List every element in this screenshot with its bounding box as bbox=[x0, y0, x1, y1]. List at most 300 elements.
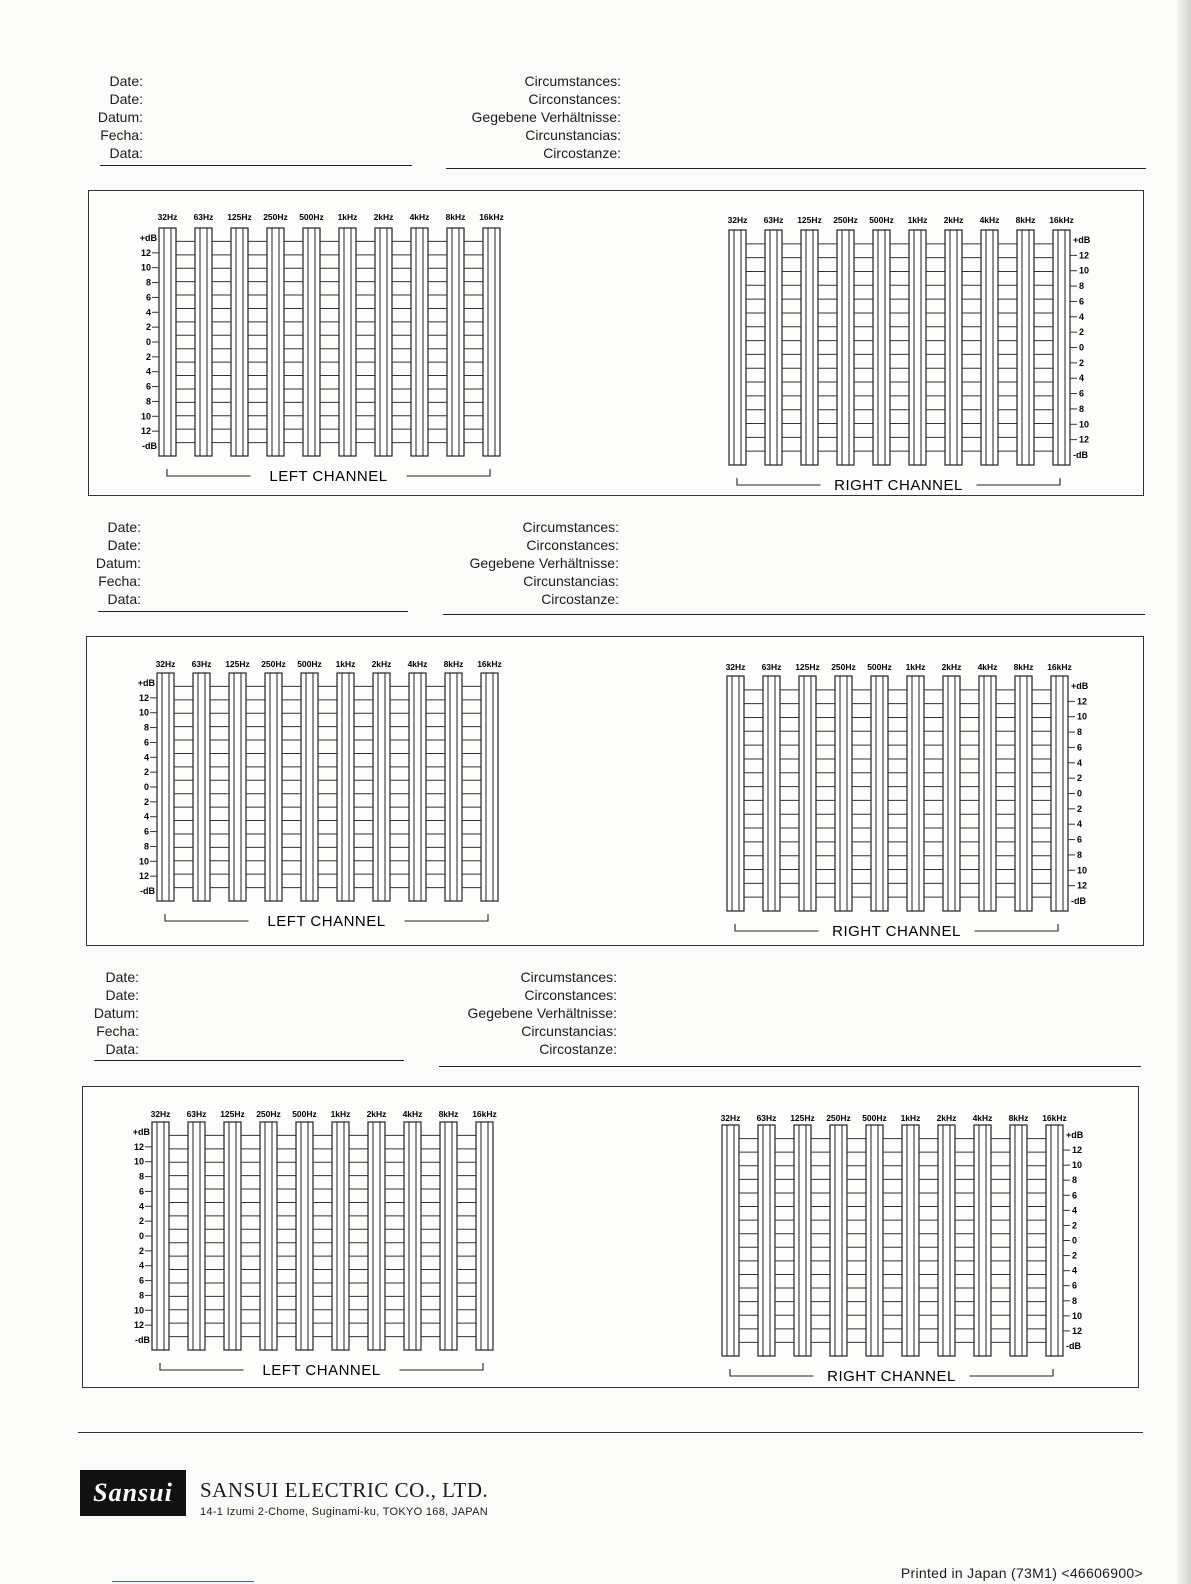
slider-16kHz[interactable] bbox=[476, 1122, 493, 1350]
slider-track bbox=[267, 228, 284, 456]
left-channel-chart bbox=[138, 659, 502, 930]
frequency-label: 125Hz bbox=[797, 215, 822, 225]
scale-label: 6 bbox=[143, 826, 149, 837]
left-channel-label: LEFT CHANNEL bbox=[269, 468, 388, 485]
frequency-label: 1kHz bbox=[330, 1109, 351, 1119]
slider-63Hz[interactable] bbox=[758, 1125, 775, 1356]
frequency-label: 8kHz bbox=[445, 212, 466, 222]
slider-16kHz[interactable] bbox=[483, 228, 500, 456]
slider-250Hz[interactable] bbox=[265, 673, 282, 901]
slider-8kHz[interactable] bbox=[447, 228, 464, 456]
frequency-label: 4kHz bbox=[409, 212, 430, 222]
slider-1kHz[interactable] bbox=[909, 230, 926, 465]
scale-label: 12 bbox=[1072, 1325, 1083, 1336]
frequency-label: 500Hz bbox=[299, 212, 324, 222]
slider-125Hz[interactable] bbox=[224, 1122, 241, 1350]
slider-track bbox=[979, 676, 996, 911]
slider-track bbox=[445, 673, 462, 901]
slider-track bbox=[873, 230, 890, 465]
slider-track bbox=[801, 230, 818, 465]
scale-label: 2 bbox=[1072, 1220, 1078, 1231]
slider-125Hz[interactable] bbox=[231, 228, 248, 456]
right-channel-label: RIGHT CHANNEL bbox=[827, 1368, 956, 1385]
footer-rule bbox=[78, 1432, 1143, 1433]
date-label: Date: bbox=[107, 537, 141, 553]
left-channel-label: LEFT CHANNEL bbox=[267, 913, 386, 930]
circumstances-label: Circunstancias: bbox=[521, 1023, 617, 1039]
frequency-label: 8kHz bbox=[1015, 215, 1036, 225]
slider-16kHz[interactable] bbox=[1046, 1125, 1063, 1356]
scale-label: 0 bbox=[1079, 342, 1085, 353]
scale-label: 4 bbox=[145, 307, 151, 318]
scale-label: 2 bbox=[145, 322, 151, 333]
slider-4kHz[interactable] bbox=[981, 230, 998, 465]
date-label: Date: bbox=[109, 91, 143, 107]
scale-label: 2 bbox=[138, 1216, 144, 1227]
slider-track bbox=[231, 228, 248, 456]
channel-bracket-right bbox=[407, 469, 491, 476]
frequency-label: 125Hz bbox=[790, 1113, 815, 1123]
channel-bracket-left bbox=[735, 924, 819, 931]
frequency-label: 2kHz bbox=[936, 1113, 957, 1123]
scale-label: -dB bbox=[1071, 896, 1086, 906]
scale-label: 4 bbox=[1079, 373, 1085, 384]
frequency-label: 63Hz bbox=[756, 1113, 777, 1123]
scale-label: 0 bbox=[138, 1231, 144, 1241]
channel-bracket-left bbox=[167, 469, 251, 476]
scale-label: 12 bbox=[133, 1141, 144, 1152]
slider-250Hz[interactable] bbox=[835, 676, 852, 911]
slider-track bbox=[337, 673, 354, 901]
date-label: Date: bbox=[105, 987, 139, 1003]
frequency-label: 250Hz bbox=[256, 1109, 281, 1119]
slider-track bbox=[224, 1122, 241, 1350]
slider-32Hz[interactable] bbox=[729, 230, 746, 465]
slider-4kHz[interactable] bbox=[404, 1122, 421, 1350]
date-label: Data: bbox=[105, 1041, 139, 1057]
frequency-label: 63Hz bbox=[763, 215, 784, 225]
frequency-label: 32Hz bbox=[727, 215, 748, 225]
circumstances-label: Circunstancias: bbox=[523, 573, 619, 589]
frequency-label: 32Hz bbox=[725, 662, 746, 672]
slider-2kHz[interactable] bbox=[945, 230, 962, 465]
scale-label: 12 bbox=[1072, 1145, 1083, 1156]
scale-label: 4 bbox=[1077, 819, 1083, 830]
slider-500Hz[interactable] bbox=[871, 676, 888, 911]
slider-track bbox=[265, 673, 282, 901]
scale-label: 12 bbox=[140, 426, 151, 437]
slider-1kHz[interactable] bbox=[339, 228, 356, 456]
scale-label: 2 bbox=[1077, 803, 1083, 814]
slider-track bbox=[303, 228, 320, 456]
scale-label: +dB bbox=[139, 233, 157, 243]
slider-track bbox=[301, 673, 318, 901]
slider-track bbox=[373, 673, 390, 901]
circumstances-label: Circunstancias: bbox=[525, 127, 621, 143]
slider-track bbox=[404, 1122, 421, 1350]
slider-track bbox=[830, 1125, 847, 1356]
slider-2kHz[interactable] bbox=[938, 1125, 955, 1356]
scale-label: 6 bbox=[145, 292, 151, 303]
frequency-label: 1kHz bbox=[337, 212, 358, 222]
frequency-label: 8kHz bbox=[443, 659, 464, 669]
scale-label: 10 bbox=[1072, 1310, 1083, 1321]
slider-32Hz[interactable] bbox=[157, 673, 174, 901]
date-label: Fecha: bbox=[100, 127, 143, 143]
scale-label: +dB bbox=[1071, 681, 1089, 691]
frequency-label: 250Hz bbox=[263, 212, 288, 222]
slider-track bbox=[476, 1122, 493, 1350]
slider-track bbox=[157, 673, 174, 901]
scale-label: +dB bbox=[137, 678, 155, 688]
slider-1kHz[interactable] bbox=[907, 676, 924, 911]
channel-bracket-left bbox=[730, 1369, 814, 1376]
scale-label: 6 bbox=[1077, 742, 1083, 753]
slider-63Hz[interactable] bbox=[765, 230, 782, 465]
slider-4kHz[interactable] bbox=[409, 673, 426, 901]
scale-label: 8 bbox=[145, 396, 151, 407]
slider-1kHz[interactable] bbox=[337, 673, 354, 901]
slider-track bbox=[1017, 230, 1034, 465]
scale-label: 8 bbox=[138, 1171, 144, 1182]
scale-label: -dB bbox=[140, 886, 155, 896]
slider-track bbox=[159, 228, 176, 456]
slider-250Hz[interactable] bbox=[837, 230, 854, 465]
scale-label: 6 bbox=[1079, 388, 1085, 399]
scale-label: 8 bbox=[1079, 281, 1085, 292]
frequency-label: 16kHz bbox=[477, 659, 502, 669]
scale-label: 10 bbox=[133, 1305, 144, 1316]
frequency-label: 1kHz bbox=[905, 662, 926, 672]
date-label: Date: bbox=[105, 969, 139, 985]
scale-label: 4 bbox=[1072, 1265, 1078, 1276]
scale-label: 12 bbox=[133, 1320, 144, 1331]
scale-label: 2 bbox=[138, 1245, 144, 1256]
frequency-label: 2kHz bbox=[943, 215, 964, 225]
slider-track bbox=[981, 230, 998, 465]
scale-label: 8 bbox=[1079, 403, 1085, 414]
slider-track bbox=[938, 1125, 955, 1356]
frequency-label: 32Hz bbox=[150, 1109, 171, 1119]
slider-track bbox=[974, 1125, 991, 1356]
scale-label: 10 bbox=[1077, 865, 1088, 876]
channel-bracket-left bbox=[737, 478, 821, 485]
frequency-label: 500Hz bbox=[297, 659, 322, 669]
slider-16kHz[interactable] bbox=[1051, 676, 1068, 911]
slider-track bbox=[1051, 676, 1068, 911]
scale-label: 0 bbox=[1077, 788, 1083, 799]
frequency-label: 1kHz bbox=[907, 215, 928, 225]
slider-track bbox=[440, 1122, 457, 1350]
frequency-label: 63Hz bbox=[186, 1109, 207, 1119]
company-name: SANSUI ELECTRIC CO., LTD. bbox=[200, 1478, 489, 1502]
frequency-label: 2kHz bbox=[366, 1109, 387, 1119]
slider-250Hz[interactable] bbox=[267, 228, 284, 456]
date-label: Fecha: bbox=[96, 1023, 139, 1039]
slider-track bbox=[483, 228, 500, 456]
right-channel-chart bbox=[728, 215, 1091, 494]
scale-label: 2 bbox=[1079, 327, 1085, 338]
slider-track bbox=[727, 676, 744, 911]
slider-63Hz[interactable] bbox=[195, 228, 212, 456]
slider-track bbox=[260, 1122, 277, 1350]
slider-500Hz[interactable] bbox=[296, 1122, 313, 1350]
frequency-label: 8kHz bbox=[438, 1109, 459, 1119]
left-channel-chart bbox=[133, 1109, 497, 1379]
frequency-label: 63Hz bbox=[761, 662, 782, 672]
slider-2kHz[interactable] bbox=[943, 676, 960, 911]
scale-label: 2 bbox=[143, 796, 149, 807]
slider-track bbox=[1015, 676, 1032, 911]
frequency-label: 2kHz bbox=[941, 662, 962, 672]
slider-8kHz[interactable] bbox=[1010, 1125, 1027, 1356]
scale-label: 10 bbox=[133, 1156, 144, 1167]
scale-label: 10 bbox=[1079, 265, 1090, 276]
slider-track bbox=[375, 228, 392, 456]
frequency-label: 500Hz bbox=[867, 662, 892, 672]
frequency-label: 1kHz bbox=[335, 659, 356, 669]
slider-4kHz[interactable] bbox=[974, 1125, 991, 1356]
slider-125Hz[interactable] bbox=[801, 230, 818, 465]
scale-label: 10 bbox=[138, 707, 149, 718]
scale-label: 10 bbox=[1079, 419, 1090, 430]
slider-track bbox=[943, 676, 960, 911]
slider-track bbox=[195, 228, 212, 456]
frequency-label: 16kHz bbox=[479, 212, 504, 222]
scale-label: -dB bbox=[1066, 1341, 1081, 1351]
circumstances-label: Circumstances: bbox=[524, 73, 621, 89]
scale-label: 10 bbox=[1077, 711, 1088, 722]
scale-label: 2 bbox=[143, 767, 149, 778]
scale-label: 10 bbox=[140, 262, 151, 273]
slider-500Hz[interactable] bbox=[873, 230, 890, 465]
date-label: Datum: bbox=[95, 555, 141, 571]
slider-track bbox=[193, 673, 210, 901]
slider-track bbox=[909, 230, 926, 465]
slider-track bbox=[729, 230, 746, 465]
scale-label: 4 bbox=[1079, 311, 1085, 322]
scale-label: 2 bbox=[1077, 773, 1083, 784]
slider-track bbox=[866, 1125, 883, 1356]
slider-63Hz[interactable] bbox=[193, 673, 210, 901]
frequency-label: 32Hz bbox=[720, 1113, 741, 1123]
scale-label: 12 bbox=[138, 692, 149, 703]
scale-label: +dB bbox=[132, 1127, 150, 1137]
frequency-label: 125Hz bbox=[227, 212, 252, 222]
frequency-label: 16kHz bbox=[472, 1109, 497, 1119]
frequency-label: 16kHz bbox=[1047, 662, 1072, 672]
slider-track bbox=[296, 1122, 313, 1350]
scale-label: 8 bbox=[143, 841, 149, 852]
right-channel-label: RIGHT CHANNEL bbox=[834, 477, 963, 494]
slider-track bbox=[1010, 1125, 1027, 1356]
slider-track bbox=[1046, 1125, 1063, 1356]
frequency-label: 4kHz bbox=[972, 1113, 993, 1123]
scale-label: 10 bbox=[1072, 1160, 1083, 1171]
channel-bracket-right bbox=[405, 914, 489, 921]
scale-label: 4 bbox=[143, 752, 149, 763]
date-label: Data: bbox=[107, 591, 141, 607]
frequency-label: 4kHz bbox=[407, 659, 428, 669]
right-channel-chart bbox=[726, 662, 1089, 940]
frequency-label: 500Hz bbox=[862, 1113, 887, 1123]
circumstances-label: Circostanze: bbox=[541, 591, 619, 607]
slider-track bbox=[332, 1122, 349, 1350]
slider-track bbox=[409, 673, 426, 901]
slider-250Hz[interactable] bbox=[830, 1125, 847, 1356]
slider-4kHz[interactable] bbox=[411, 228, 428, 456]
scale-label: 8 bbox=[1072, 1175, 1078, 1186]
right-channel-label: RIGHT CHANNEL bbox=[832, 923, 961, 940]
scale-label: 12 bbox=[1077, 696, 1088, 707]
scale-label: 2 bbox=[145, 351, 151, 362]
date-label: Datum: bbox=[97, 109, 143, 125]
slider-125Hz[interactable] bbox=[794, 1125, 811, 1356]
slider-track bbox=[447, 228, 464, 456]
scale-label: 12 bbox=[1079, 434, 1090, 445]
slider-8kHz[interactable] bbox=[1015, 676, 1032, 911]
frequency-label: 63Hz bbox=[191, 659, 212, 669]
scale-label: 10 bbox=[138, 856, 149, 867]
slider-2kHz[interactable] bbox=[368, 1122, 385, 1350]
slider-track bbox=[902, 1125, 919, 1356]
scale-label: 6 bbox=[1072, 1190, 1078, 1201]
scale-label: 12 bbox=[1079, 250, 1090, 261]
slider-32Hz[interactable] bbox=[727, 676, 744, 911]
scale-label: 2 bbox=[1072, 1250, 1078, 1261]
slider-32Hz[interactable] bbox=[152, 1122, 169, 1350]
frequency-label: 500Hz bbox=[292, 1109, 317, 1119]
date-label: Date: bbox=[107, 519, 141, 535]
left-channel-label: LEFT CHANNEL bbox=[262, 1362, 381, 1379]
slider-8kHz[interactable] bbox=[445, 673, 462, 901]
circumstances-label: Circostanze: bbox=[539, 1041, 617, 1057]
scale-label: 8 bbox=[145, 277, 151, 288]
slider-track bbox=[794, 1125, 811, 1356]
right-channel-chart bbox=[721, 1113, 1084, 1385]
scale-label: 6 bbox=[1079, 296, 1085, 307]
scale-label: 0 bbox=[145, 337, 151, 347]
slider-track bbox=[152, 1122, 169, 1350]
scale-label: -dB bbox=[1073, 450, 1088, 460]
circumstances-label: Circonstances: bbox=[526, 537, 619, 553]
slider-track bbox=[368, 1122, 385, 1350]
frequency-label: 8kHz bbox=[1013, 662, 1034, 672]
slider-track bbox=[837, 230, 854, 465]
scale-label: 12 bbox=[1077, 880, 1088, 891]
slider-track bbox=[722, 1125, 739, 1356]
frequency-label: 500Hz bbox=[869, 215, 894, 225]
frequency-label: 4kHz bbox=[979, 215, 1000, 225]
scale-label: 6 bbox=[138, 1186, 144, 1197]
frequency-label: 250Hz bbox=[826, 1113, 851, 1123]
slider-500Hz[interactable] bbox=[303, 228, 320, 456]
sansui-logo: Sansui bbox=[80, 1470, 186, 1516]
frequency-label: 250Hz bbox=[833, 215, 858, 225]
slider-track bbox=[188, 1122, 205, 1350]
scale-label: 8 bbox=[1072, 1295, 1078, 1306]
printed-in-japan: Printed in Japan (73M1) <46606900> bbox=[900, 1565, 1143, 1581]
slider-32Hz[interactable] bbox=[722, 1125, 739, 1356]
slider-8kHz[interactable] bbox=[1017, 230, 1034, 465]
slider-250Hz[interactable] bbox=[260, 1122, 277, 1350]
scale-label: 12 bbox=[138, 871, 149, 882]
date-label: Date: bbox=[109, 73, 143, 89]
circumstances-label: Circumstances: bbox=[520, 969, 617, 985]
circumstances-label: Circonstances: bbox=[524, 987, 617, 1003]
circumstances-label: Circonstances: bbox=[528, 91, 621, 107]
scale-label: 6 bbox=[1072, 1280, 1078, 1291]
frequency-label: 16kHz bbox=[1042, 1113, 1067, 1123]
slider-16kHz[interactable] bbox=[1053, 230, 1070, 465]
scale-label: 4 bbox=[138, 1201, 144, 1212]
channel-bracket-right bbox=[975, 924, 1059, 931]
slider-32Hz[interactable] bbox=[159, 228, 176, 456]
slider-track bbox=[1053, 230, 1070, 465]
slider-500Hz[interactable] bbox=[866, 1125, 883, 1356]
slider-16kHz[interactable] bbox=[481, 673, 498, 901]
frequency-label: 2kHz bbox=[371, 659, 392, 669]
scale-label: 10 bbox=[140, 411, 151, 422]
slider-track bbox=[765, 230, 782, 465]
slider-1kHz[interactable] bbox=[332, 1122, 349, 1350]
slider-4kHz[interactable] bbox=[979, 676, 996, 911]
scale-label: 6 bbox=[143, 737, 149, 748]
frequency-label: 63Hz bbox=[193, 212, 214, 222]
date-label: Datum: bbox=[93, 1005, 139, 1021]
slider-1kHz[interactable] bbox=[902, 1125, 919, 1356]
channel-bracket-right bbox=[977, 478, 1061, 485]
slider-8kHz[interactable] bbox=[440, 1122, 457, 1350]
scale-label: 8 bbox=[1077, 849, 1083, 860]
scale-label: 4 bbox=[138, 1260, 144, 1271]
frequency-label: 1kHz bbox=[900, 1113, 921, 1123]
frequency-label: 125Hz bbox=[220, 1109, 245, 1119]
circumstances-label: Circumstances: bbox=[522, 519, 619, 535]
frequency-label: 250Hz bbox=[831, 662, 856, 672]
circumstances-label: Circostanze: bbox=[543, 145, 621, 161]
slider-125Hz[interactable] bbox=[799, 676, 816, 911]
scale-label: 8 bbox=[143, 722, 149, 733]
slider-track bbox=[411, 228, 428, 456]
slider-track bbox=[871, 676, 888, 911]
scale-label: 8 bbox=[1077, 727, 1083, 738]
company-address: 14-1 Izumi 2-Chome, Suginami-ku, TOKYO 168, JAPAN bbox=[200, 1506, 488, 1518]
slider-63Hz[interactable] bbox=[188, 1122, 205, 1350]
frequency-label: 250Hz bbox=[261, 659, 286, 669]
frequency-label: 8kHz bbox=[1008, 1113, 1029, 1123]
scale-label: 6 bbox=[1077, 834, 1083, 845]
slider-2kHz[interactable] bbox=[375, 228, 392, 456]
link-underline bbox=[112, 1581, 254, 1582]
slider-track bbox=[763, 676, 780, 911]
left-channel-chart bbox=[140, 212, 504, 485]
slider-125Hz[interactable] bbox=[229, 673, 246, 901]
scale-label: 4 bbox=[143, 811, 149, 822]
slider-2kHz[interactable] bbox=[373, 673, 390, 901]
scale-label: 12 bbox=[140, 247, 151, 258]
slider-63Hz[interactable] bbox=[763, 676, 780, 911]
frequency-label: 2kHz bbox=[373, 212, 394, 222]
slider-track bbox=[945, 230, 962, 465]
scale-label: 4 bbox=[1077, 757, 1083, 768]
scale-label: 2 bbox=[1079, 357, 1085, 368]
channel-bracket-left bbox=[160, 1363, 244, 1370]
channel-bracket-right bbox=[400, 1363, 484, 1370]
slider-500Hz[interactable] bbox=[301, 673, 318, 901]
frequency-label: 125Hz bbox=[225, 659, 250, 669]
scale-label: 4 bbox=[145, 366, 151, 377]
